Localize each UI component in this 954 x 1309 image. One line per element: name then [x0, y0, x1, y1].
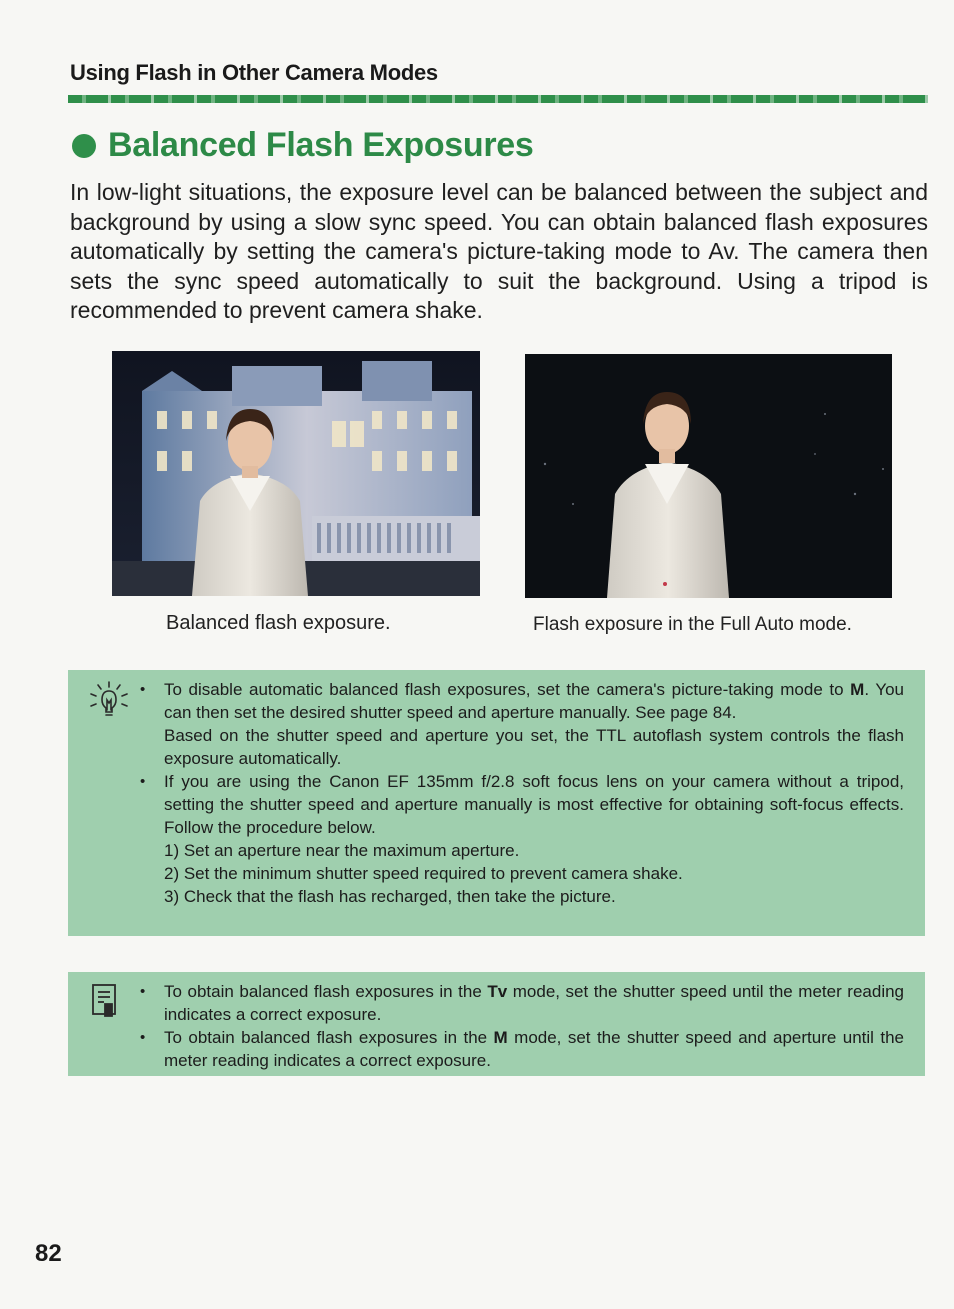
left-photo-caption: Balanced flash exposure.	[166, 612, 391, 634]
tip-item-1: • To disable automatic balanced flash exposures, set the camera's picture-taking mode to M. You can then set the desired shutter speed and aperture manually. See page 84.	[164, 678, 904, 724]
title-bullet-icon	[72, 134, 96, 158]
balanced-flash-illustration	[112, 351, 480, 596]
intro-paragraph: In low-light situations, the exposure level can be balanced between the subject and background by using a slow sync speed. You can obtain balanced flash exposures automatically by setting the camera's picture-taking mode to Av. The camera then sets the sync speed automatically to suit the background. Using a tripod is recommended to prevent camera shake.	[70, 179, 928, 323]
tip-list	[164, 678, 904, 908]
right-photo-caption: Flash exposure in the Full Auto mode.	[533, 614, 852, 635]
tip-step-2: 2) Set the minimum shutter speed required to prevent camera shake.	[164, 864, 683, 883]
tip-item-1-extra: Based on the shutter speed and aperture you set, the TTL autoflash system controls the flash exposure automatically.	[164, 726, 904, 768]
note-box	[68, 972, 925, 1076]
note-item-1: • To obtain balanced flash exposures in the Tv mode, set the shutter speed until the meter reading indicates a correct exposure.	[164, 980, 904, 1026]
title-row	[72, 126, 534, 165]
note-item-2: • To obtain balanced flash exposures in the M mode, set the shutter speed and aperture until the meter reading indicates a correct exposure.	[164, 1026, 904, 1072]
note-list	[164, 980, 904, 1072]
tip-item-2: • If you are using the Canon EF 135mm f/2.8 soft focus lens on your camera without a tripod, setting the shutter speed and aperture manually is most effective for obtaining soft-focus effects. Follow the procedure below.	[164, 770, 904, 839]
header-rule	[68, 95, 928, 103]
balanced-flash-photo	[112, 351, 480, 596]
page-title: Balanced Flash Exposures	[108, 126, 534, 164]
memo-icon	[90, 982, 120, 1018]
lightbulb-icon	[86, 680, 132, 720]
section-header: Using Flash in Other Camera Modes	[70, 60, 438, 85]
full-auto-flash-illustration	[525, 354, 892, 598]
tip-step-3: 3) Check that the flash has recharged, then take the picture.	[164, 887, 616, 906]
tip-box	[68, 670, 925, 936]
page-number: 82	[35, 1240, 62, 1267]
tip-step-1: 1) Set an aperture near the maximum aperture.	[164, 841, 520, 860]
full-auto-flash-photo	[525, 354, 892, 598]
